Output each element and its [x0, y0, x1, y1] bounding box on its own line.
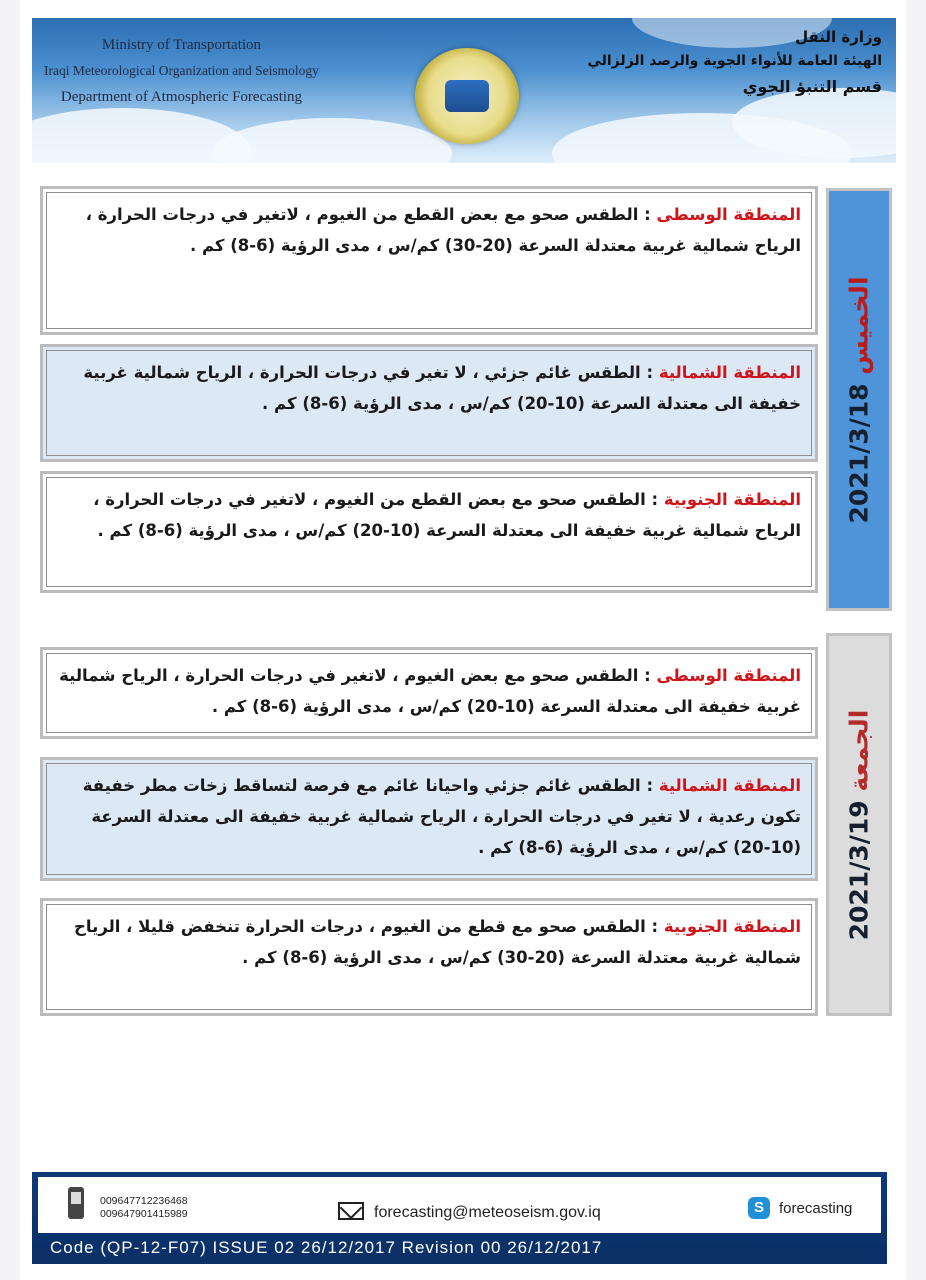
phone-number-1[interactable]: 009647712236468: [100, 1195, 188, 1207]
header-arabic-title: [587, 26, 882, 100]
meteorology-seal-icon: [415, 48, 519, 144]
phone-number-2[interactable]: 009647901415989: [100, 1208, 188, 1220]
ministry-name-ar: وزارة النقل: [795, 28, 882, 46]
header-banner: [32, 18, 896, 163]
forecast-box-south-day2: [40, 898, 818, 1016]
region-colon: :: [638, 205, 657, 224]
forecast-text: الطقس صحو مع بعض القطع من الغيوم ، لاتغير في درجات الحرارة ، الرياح شمالية غربية خفيفة الى معتدلة السرعة (10-20) كم/س ، مدى الرؤية (6-8) كم .: [93, 490, 801, 540]
forecast-text: الطقس صحو مع بعض الغيوم ، لاتغير في درجات الحرارة ، الرياح شمالية غربية خفيفة الى معتدلة السرعة (10-20) كم/س ، مدى الرؤية (6-8) كم .: [59, 666, 801, 716]
forecast-text: الطقس صحو مع بعض القطع من الغيوم ، لاتغير في درجات الحرارة ، الرياح شمالية غربية معتدلة السرعة (20-30) كم/س ، مدى الرؤية (6-8) كم .: [85, 205, 801, 255]
region-colon: :: [640, 363, 659, 382]
forecast-box-north-day2: [40, 757, 818, 881]
email-link[interactable]: forecasting@meteoseism.gov.iq: [374, 1204, 601, 1221]
header-english-title: [44, 32, 319, 110]
footer: [32, 1172, 887, 1264]
skype-icon: S: [748, 1197, 770, 1219]
region-colon: :: [638, 666, 657, 685]
forecast-box-central-day2: [40, 647, 818, 739]
date-value: 2021/3/19: [844, 799, 874, 940]
date-label-day2: [845, 709, 874, 940]
contact-strip: [38, 1177, 881, 1233]
region-colon: :: [645, 917, 664, 936]
date-bar-day2: [826, 633, 892, 1016]
region-label: المنطقة الوسطى: [656, 205, 801, 224]
organization-name-en: Iraqi Meteorological Organization and Seismology: [44, 63, 319, 78]
region-colon: :: [645, 490, 664, 509]
region-colon: :: [640, 776, 659, 795]
region-label: المنطقة الوسطى: [656, 666, 801, 685]
day-name: الجمعة: [844, 709, 874, 792]
phone-numbers: [100, 1195, 188, 1221]
date-bar-day1: [826, 188, 892, 611]
region-label: المنطقة الجنوبية: [663, 490, 801, 509]
day-name: الخميس: [844, 275, 874, 375]
forecast-box-central-day1: [40, 186, 818, 335]
date-value: 2021/3/18: [844, 382, 874, 524]
forecast-text: الطقس صحو مع قطع من الغيوم ، درجات الحرارة تنخفض قليلا ، الرياح شمالية غربية معتدلة السرعة (20-30) كم/س ، مدى الرؤية (6-8) كم .: [74, 917, 801, 967]
date-label-day1: [845, 276, 874, 523]
region-label: المنطقة الشمالية: [658, 776, 801, 795]
ministry-name-en: Ministry of Transportation: [101, 37, 262, 53]
department-name-en: Department of Atmospheric Forecasting: [60, 89, 303, 105]
phone-icon: [68, 1187, 84, 1219]
forecast-text: الطقس غائم جزئي ، لا تغير في درجات الحرارة ، الرياح شمالية غربية خفيفة الى معتدلة السرعة (10-20) كم/س ، مدى الرؤية (6-8) كم .: [83, 363, 801, 413]
mail-icon: [338, 1202, 364, 1220]
department-name-ar: قسم التنبؤ الجوي: [742, 77, 882, 96]
region-label: المنطقة الجنوبية: [663, 917, 801, 936]
document-code: Code (QP-12-F07) ISSUE 02 26/12/2017 Revision 00 26/12/2017: [50, 1238, 603, 1257]
forecast-box-north-day1: [40, 344, 818, 462]
organization-name-ar: الهيئة العامة للأنواء الجوية والرصد الزلزالي: [587, 53, 882, 69]
forecast-text: الطقس غائم جزئي واحيانا غائم مع فرصة لتساقط زخات مطر خفيفة تكون رعدية ، لا تغير في درجات الحرارة ، الرياح شمالية غربية خفيفة الى معتدلة السرعة (10-20) كم/س ، مدى الرؤية (6-8) كم .: [82, 776, 801, 857]
region-label: المنطقة الشمالية: [658, 363, 801, 382]
skype-handle[interactable]: forecasting: [779, 1200, 853, 1217]
forecast-box-south-day1: [40, 471, 818, 593]
